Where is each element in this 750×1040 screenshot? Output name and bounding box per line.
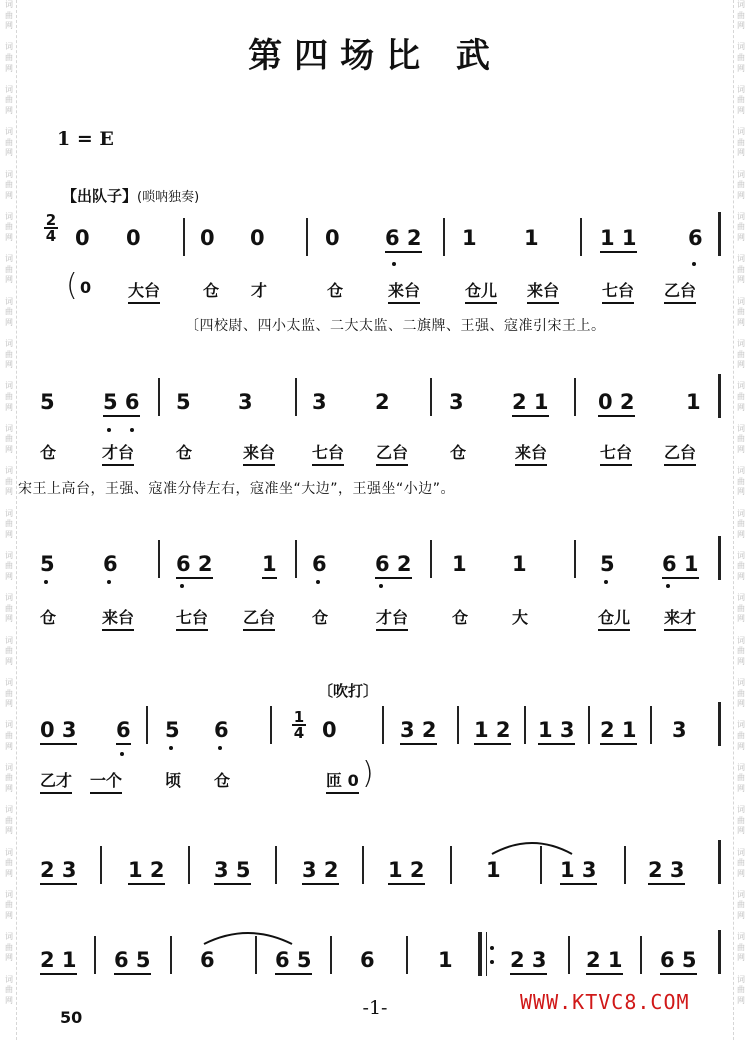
perc-s2-1: 仓	[40, 443, 57, 462]
perc-s4-4: 仓	[214, 771, 231, 790]
perc-s2-3: 仓	[176, 443, 193, 462]
note-s5-6: 1	[486, 858, 501, 882]
perc-s1-7: 仓儿	[465, 278, 497, 304]
time-num: 2	[45, 211, 57, 229]
note-s6-1: 2 1	[40, 948, 77, 975]
note-s4-1: 0 3	[40, 718, 77, 745]
note-s4-8: 1 3	[538, 718, 575, 745]
slur-s6	[204, 933, 292, 944]
perc-close-paren: )	[362, 756, 374, 791]
note-s5-3: 3 5	[214, 858, 251, 885]
section4-label: 〔吹打〕	[318, 682, 379, 700]
perc-s4-2: 一个	[90, 768, 122, 794]
perc-s1-6: 来台	[388, 278, 420, 304]
section1-label-main: 【出队子】	[62, 187, 138, 205]
note-s6-5: 6	[360, 948, 375, 972]
note-s2-3: 5	[176, 390, 191, 414]
time-den: 4	[293, 724, 305, 742]
note-s4-2: 6	[116, 718, 131, 745]
note-s1-1: 0	[75, 226, 90, 250]
note-s2-10: 1	[686, 390, 701, 414]
note-s1-8: 1	[524, 226, 539, 250]
note-s6-7: 2 3	[510, 948, 547, 975]
perc-s2-2: 才台	[102, 440, 134, 466]
perc-s4-3: 顷	[165, 771, 182, 790]
corner-page-number: 50	[60, 1008, 83, 1027]
note-s6-8: 2 1	[586, 948, 623, 975]
note-s2-9: 0 2	[598, 390, 635, 417]
perc-s3-9: 仓儿	[598, 605, 630, 631]
perc-s1-8: 来台	[527, 278, 559, 304]
note-s4-5: 0	[322, 718, 337, 742]
note-s3-10: 6 1	[662, 552, 699, 579]
note-s5-5: 1 2	[388, 858, 425, 885]
perc-s2-10: 乙台	[664, 440, 696, 466]
note-s6-9: 6 5	[660, 948, 697, 975]
note-s3-2: 6	[103, 552, 118, 576]
note-s1-4: 0	[250, 226, 265, 250]
note-s4-9: 2 1	[600, 718, 637, 745]
perc-s3-1: 仓	[40, 608, 57, 627]
note-s3-5: 6	[312, 552, 327, 576]
perc-s3-5: 仓	[312, 608, 329, 627]
note-s4-6: 3 2	[400, 718, 437, 745]
note-s1-3: 0	[200, 226, 215, 250]
note-s2-6: 2	[375, 390, 390, 414]
note-s1-5: 0	[325, 226, 340, 250]
stage-direction-1: 〔四校尉、四小太监、二大太监、二旗牌、王强、寇准引宋王上。	[185, 318, 606, 334]
note-s5-2: 1 2	[128, 858, 165, 885]
note-s5-8: 2 3	[648, 858, 685, 885]
note-s5-4: 3 2	[302, 858, 339, 885]
note-s5-1: 2 3	[40, 858, 77, 885]
note-s2-8: 2 1	[512, 390, 549, 417]
note-s1-10: 6	[688, 226, 703, 250]
watermark-right: 词 曲 网 词 曲 网 词 曲 网 词 曲 网 词 曲 网 词 曲 网 词 曲 网 词 曲 网 词 曲 网 词 曲 网 词 曲 网 词 曲 网 词 曲 网 词 曲 网 词 曲 网 词 曲 网 词 曲 网 词 曲 网 词 曲 网 词 曲 网 词 曲 网 词 曲 网 词 曲 网 词 曲 网	[733, 0, 748, 1040]
note-s6-6: 1	[438, 948, 453, 972]
perc-s2-5: 七台	[312, 440, 344, 466]
brand-text: WWW.KTVC8.COM	[520, 990, 690, 1014]
perc-s1-2: 大台	[128, 278, 160, 304]
note-s2-5: 3	[312, 390, 327, 414]
page-title: 第四场比 武	[248, 36, 502, 76]
time-den: 4	[45, 227, 57, 245]
perc-s1-1: 0	[80, 278, 92, 297]
perc-s3-8: 大	[512, 608, 529, 627]
perc-s2-4: 来台	[243, 440, 275, 466]
perc-s1-10: 乙台	[664, 278, 696, 304]
perc-s3-4: 乙台	[243, 605, 275, 631]
perc-s1-9: 七台	[602, 278, 634, 304]
site-watermark	[520, 990, 690, 1014]
note-s3-9: 5	[600, 552, 615, 576]
section1-label-sub: (唢呐独奏)	[137, 190, 200, 205]
perc-s3-3: 七台	[176, 605, 208, 631]
note-s5-7: 1 3	[560, 858, 597, 885]
perc-s4-5: 匝 0	[326, 768, 359, 794]
note-s4-7: 1 2	[474, 718, 511, 745]
note-s3-3: 6 2	[176, 552, 213, 579]
perc-s1-5: 仓	[327, 281, 344, 300]
stage-direction-2: 宋王上高台，王强、寇准分侍左右，寇准坐“大边”，王强坐“小边”。	[18, 481, 456, 497]
perc-s2-6: 乙台	[376, 440, 408, 466]
note-s4-3: 5	[165, 718, 180, 742]
note-s1-2: 0	[126, 226, 141, 250]
note-s1-9: 1 1	[600, 226, 637, 253]
time-num: 1	[293, 708, 305, 726]
note-s4-10: 3	[672, 718, 687, 742]
page-number: -1-	[362, 997, 388, 1019]
perc-s2-7: 仓	[450, 443, 467, 462]
note-s6-3: 6	[200, 948, 215, 972]
note-s3-1: 5	[40, 552, 55, 576]
note-s2-4: 3	[238, 390, 253, 414]
note-s3-7: 1	[452, 552, 467, 576]
note-s2-1: 5	[40, 390, 55, 414]
slur-s5	[492, 843, 572, 854]
perc-s3-6: 才台	[376, 605, 408, 631]
note-s2-7: 3	[449, 390, 464, 414]
perc-s1-4: 才	[251, 281, 268, 300]
perc-open-paren: (	[66, 268, 78, 303]
perc-s4-1: 乙才	[40, 768, 72, 794]
note-s3-6: 6 2	[375, 552, 412, 579]
perc-s3-10: 来才	[664, 605, 696, 631]
perc-s2-8: 来台	[515, 440, 547, 466]
note-s3-4: 1	[262, 552, 277, 579]
perc-s3-7: 仓	[452, 608, 469, 627]
note-s6-4: 6 5	[275, 948, 312, 975]
note-s4-4: 6	[214, 718, 229, 742]
note-s6-2: 6 5	[114, 948, 151, 975]
perc-s2-9: 七台	[600, 440, 632, 466]
perc-s3-2: 来台	[102, 605, 134, 631]
note-s1-6: 6 2	[385, 226, 422, 253]
perc-s1-3: 仓	[203, 281, 220, 300]
note-s3-8: 1	[512, 552, 527, 576]
watermark-left: 词 曲 网 词 曲 网 词 曲 网 词 曲 网 词 曲 网 词 曲 网 词 曲 网 词 曲 网 词 曲 网 词 曲 网 词 曲 网 词 曲 网 词 曲 网 词 曲 网 词 曲 网 词 曲 网 词 曲 网 词 曲 网 词 曲 网 词 曲 网 词 曲 网 词 曲 网 词 曲 网 词 曲 网	[2, 0, 17, 1040]
note-s1-7: 1	[462, 226, 477, 250]
key-signature: 1 = E	[57, 128, 114, 150]
note-s2-2: 5 6	[103, 390, 140, 417]
